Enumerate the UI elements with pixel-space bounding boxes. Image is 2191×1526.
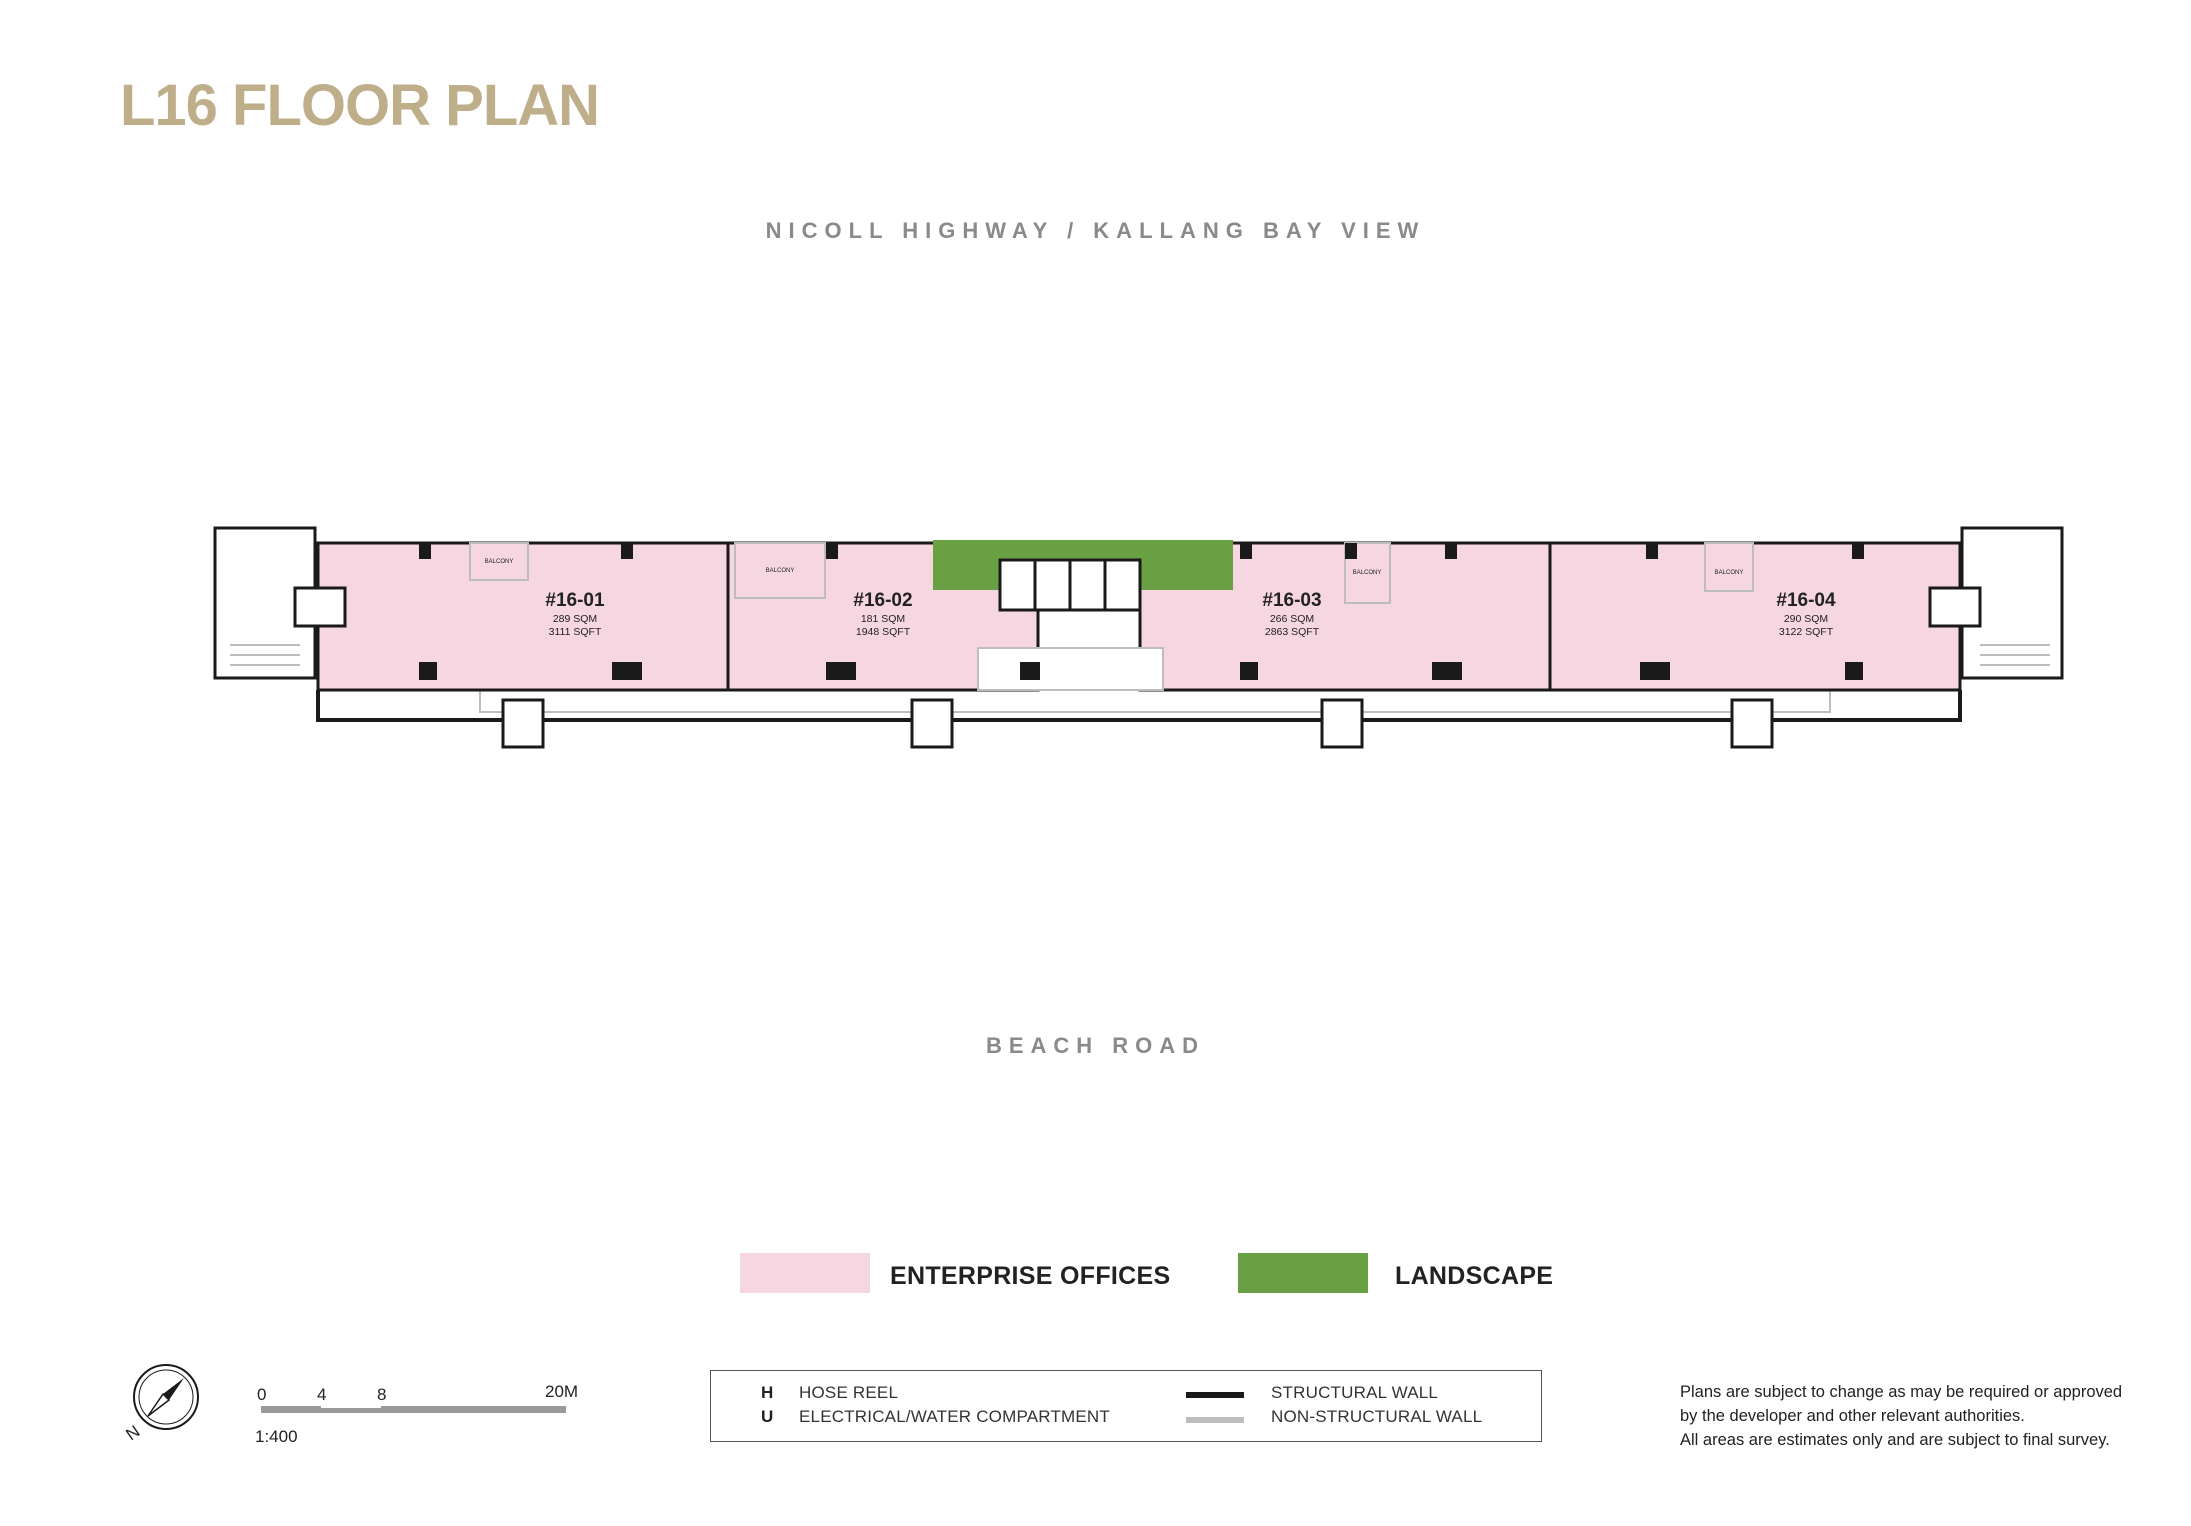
key-label-hose-reel: HOSE REEL: [799, 1383, 899, 1402]
key-label-non-structural-wall: NON-STRUCTURAL WALL: [1271, 1407, 1483, 1426]
page-title: L16 FLOOR PLAN: [120, 73, 600, 138]
unit-16-02-sqft: 1948 SQFT: [855, 626, 911, 638]
scale-bar: [261, 1406, 566, 1413]
staircases: [503, 700, 1772, 747]
unit-16-02-id: #16-02: [853, 590, 913, 611]
legend-label-landscape: LANDSCAPE: [1395, 1262, 1554, 1290]
compass-icon: [122, 1365, 198, 1444]
key-label-electrical: ELECTRICAL/WATER COMPARTMENT: [799, 1407, 1110, 1426]
unit-16-01-id: #16-01: [545, 590, 605, 611]
balcony-label-16-02: BALCONY: [765, 568, 795, 574]
unit-16-04-area: [1550, 543, 1960, 690]
unit-16-04-sqm: 290 SQM: [1783, 613, 1829, 625]
legend-swatch-landscape: [1238, 1253, 1368, 1293]
disclaimer-line-2: by the developer and other relevant authorities.: [1680, 1407, 2025, 1425]
unit-16-03-sqm: 266 SQM: [1269, 613, 1315, 625]
scale-tick-20m: 20M: [545, 1382, 579, 1401]
key-label-structural-wall: STRUCTURAL WALL: [1271, 1383, 1439, 1402]
scale-tick-4: 4: [317, 1385, 327, 1404]
road-label-north: NICOLL HIGHWAY / KALLANG BAY VIEW: [765, 218, 1426, 243]
disclaimer-line-3: All areas are estimates only and are subject to final survey.: [1680, 1431, 2110, 1449]
unit-16-04-sqft: 3122 SQFT: [1778, 626, 1834, 638]
scale-tick-8: 8: [377, 1385, 387, 1404]
unit-16-03-id: #16-03: [1262, 590, 1322, 611]
key-code-electrical: U: [761, 1407, 774, 1426]
unit-16-02-sqm: 181 SQM: [860, 613, 906, 625]
corridor-wall: [318, 690, 1960, 720]
disclaimer-note: [1680, 1380, 2122, 1452]
scale-tick-0: 0: [257, 1385, 267, 1404]
scale-ratio: 1:400: [255, 1427, 298, 1446]
balcony-label-16-03: BALCONY: [1352, 570, 1382, 576]
unit-16-03-sqft: 2863 SQFT: [1264, 626, 1320, 638]
balcony-label-16-04: BALCONY: [1714, 570, 1744, 576]
central-core: [978, 648, 1163, 690]
key-code-hose-reel: H: [761, 1383, 774, 1402]
corridor-inner-wall: [480, 690, 1830, 712]
unit-16-01-sqm: 289 SQM: [552, 613, 598, 625]
key-box: [710, 1370, 1542, 1442]
legend-swatch-enterprise: [740, 1253, 870, 1293]
balcony-label-16-01: BALCONY: [484, 559, 514, 565]
unit-16-04-id: #16-04: [1776, 590, 1836, 611]
unit-16-01-sqft: 3111 SQFT: [548, 626, 602, 638]
compass-north-label: N: [122, 1421, 144, 1445]
legend-label-enterprise: ENTERPRISE OFFICES: [890, 1262, 1171, 1290]
lift-core: [1000, 560, 1140, 610]
road-label-south: BEACH ROAD: [985, 1033, 1206, 1058]
disclaimer-line-1: Plans are subject to change as may be required or approved: [1680, 1383, 2123, 1401]
balcony-16-04: [1705, 543, 1753, 591]
